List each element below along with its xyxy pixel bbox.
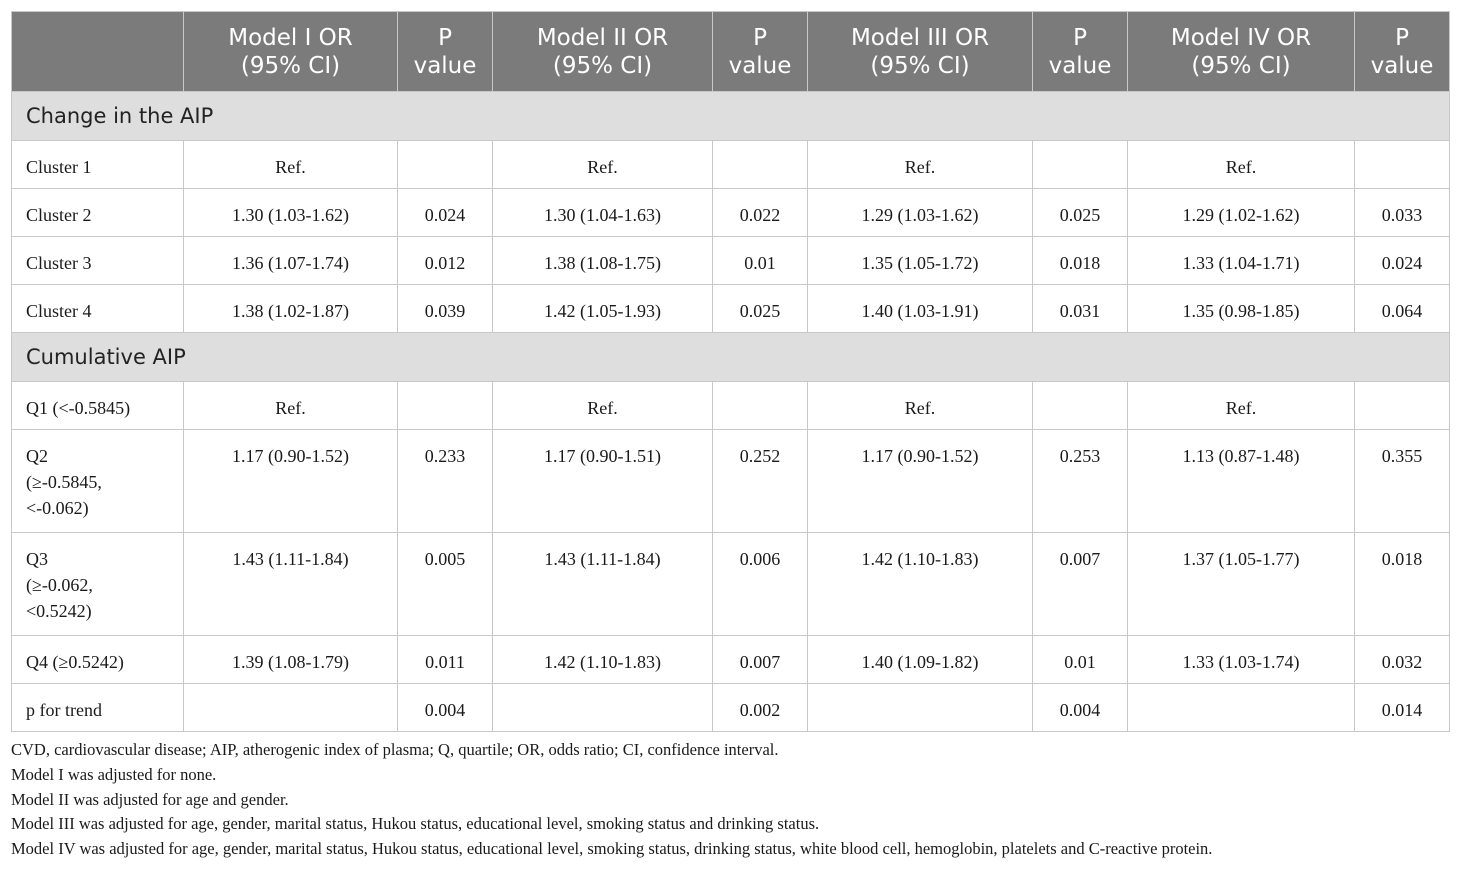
or-cell: 1.29 (1.03-1.62)	[808, 189, 1033, 237]
or-cell: 1.13 (0.87-1.48)	[1128, 430, 1355, 533]
p-value-cell: 0.01	[1033, 636, 1128, 684]
or-cell: 1.39 (1.08-1.79)	[184, 636, 398, 684]
table-row	[12, 382, 1450, 430]
p-value-cell: 0.014	[1355, 684, 1450, 732]
p-value-cell: 0.024	[1355, 237, 1450, 285]
or-cell: 1.42 (1.10-1.83)	[493, 636, 713, 684]
or-cell: 1.36 (1.07-1.74)	[184, 237, 398, 285]
or-cell: Ref.	[493, 382, 713, 430]
or-cell: 1.40 (1.09-1.82)	[808, 636, 1033, 684]
header-cell-model2-or: Model II OR (95% CI)	[493, 12, 713, 92]
table-row	[12, 533, 1450, 636]
header-cell-model1-or: Model I OR (95% CI)	[184, 12, 398, 92]
p-value-cell: 0.233	[398, 430, 493, 533]
or-cell: Ref.	[1128, 141, 1355, 189]
or-cell	[1128, 684, 1355, 732]
p-value-cell: 0.007	[713, 636, 808, 684]
p-value-cell: 0.01	[713, 237, 808, 285]
or-cell: 1.43 (1.11-1.84)	[493, 533, 713, 636]
header-cell-model4-p: P value	[1355, 12, 1450, 92]
table-row	[12, 636, 1450, 684]
p-value-cell: 0.024	[398, 189, 493, 237]
table-body	[12, 92, 1450, 732]
p-value-cell: 0.006	[713, 533, 808, 636]
footnote-line: Model III was adjusted for age, gender, marital status, Hukou status, educational level, smoking status and drinking status.	[11, 814, 820, 834]
row-label-cell: Cluster 2	[12, 189, 184, 237]
or-cell: 1.40 (1.03-1.91)	[808, 285, 1033, 333]
or-cell: 1.38 (1.08-1.75)	[493, 237, 713, 285]
p-value-cell: 0.005	[398, 533, 493, 636]
header-cell-model2-p: P value	[713, 12, 808, 92]
p-value-cell: 0.004	[1033, 684, 1128, 732]
footnote-line: Model I was adjusted for none.	[11, 764, 217, 784]
header-row	[12, 12, 1450, 92]
p-value-cell: 0.025	[1033, 189, 1128, 237]
table-row	[12, 189, 1450, 237]
table-row	[12, 430, 1450, 533]
footnote-line: Model II was adjusted for age and gender.	[11, 789, 289, 809]
table-row	[12, 141, 1450, 189]
row-label-cell: Q4 (≥0.5242)	[12, 636, 184, 684]
table-footnotes	[11, 738, 1451, 862]
or-cell	[808, 684, 1033, 732]
header-cell-label	[12, 12, 184, 92]
p-value-cell	[1355, 382, 1450, 430]
table-row	[12, 237, 1450, 285]
section-title: Cumulative AIP	[12, 333, 1450, 382]
p-value-cell: 0.039	[398, 285, 493, 333]
p-value-cell: 0.032	[1355, 636, 1450, 684]
p-value-cell: 0.018	[1033, 237, 1128, 285]
or-cell: 1.30 (1.04-1.63)	[493, 189, 713, 237]
or-cell: Ref.	[184, 382, 398, 430]
p-value-cell	[1033, 141, 1128, 189]
row-label-cell: Cluster 3	[12, 237, 184, 285]
footnote-line: CVD, cardiovascular disease; AIP, atherogenic index of plasma; Q, quartile; OR, odds ratio; CI, confidence interval.	[11, 740, 779, 759]
p-value-cell: 0.064	[1355, 285, 1450, 333]
section-title: Change in the AIP	[12, 92, 1450, 141]
p-value-cell: 0.033	[1355, 189, 1450, 237]
or-cell: 1.35 (0.98-1.85)	[1128, 285, 1355, 333]
results-table	[11, 11, 1450, 732]
p-value-cell: 0.031	[1033, 285, 1128, 333]
or-cell: Ref.	[1128, 382, 1355, 430]
row-label-cell: Cluster 1	[12, 141, 184, 189]
p-value-cell: 0.011	[398, 636, 493, 684]
or-cell: 1.35 (1.05-1.72)	[808, 237, 1033, 285]
or-cell: 1.42 (1.05-1.93)	[493, 285, 713, 333]
header-cell-model3-or: Model III OR (95% CI)	[808, 12, 1033, 92]
or-cell: 1.30 (1.03-1.62)	[184, 189, 398, 237]
p-value-cell	[1355, 141, 1450, 189]
p-value-cell	[398, 382, 493, 430]
or-cell: 1.42 (1.10-1.83)	[808, 533, 1033, 636]
p-value-cell	[1033, 382, 1128, 430]
p-value-cell: 0.007	[1033, 533, 1128, 636]
p-value-cell	[713, 141, 808, 189]
p-value-cell: 0.252	[713, 430, 808, 533]
header-cell-model4-or: Model IV OR (95% CI)	[1128, 12, 1355, 92]
or-cell: 1.29 (1.02-1.62)	[1128, 189, 1355, 237]
or-cell: 1.17 (0.90-1.52)	[808, 430, 1033, 533]
header-cell-model1-p: P value	[398, 12, 493, 92]
p-value-cell: 0.025	[713, 285, 808, 333]
or-cell: 1.17 (0.90-1.52)	[184, 430, 398, 533]
or-cell: 1.37 (1.05-1.77)	[1128, 533, 1355, 636]
p-value-cell	[713, 382, 808, 430]
or-cell: 1.33 (1.04-1.71)	[1128, 237, 1355, 285]
or-cell: 1.43 (1.11-1.84)	[184, 533, 398, 636]
or-cell: Ref.	[493, 141, 713, 189]
or-cell: Ref.	[808, 382, 1033, 430]
p-value-cell: 0.002	[713, 684, 808, 732]
row-label-cell: Q2 (≥-0.5845, <-0.062)	[12, 430, 184, 533]
p-value-cell: 0.253	[1033, 430, 1128, 533]
p-value-cell: 0.018	[1355, 533, 1450, 636]
p-value-cell: 0.004	[398, 684, 493, 732]
table-row	[12, 684, 1450, 732]
row-label-cell: Q1 (<-0.5845)	[12, 382, 184, 430]
p-value-cell: 0.012	[398, 237, 493, 285]
section-header-row	[12, 333, 1450, 382]
or-cell: 1.33 (1.03-1.74)	[1128, 636, 1355, 684]
row-label-cell: Q3 (≥-0.062, <0.5242)	[12, 533, 184, 636]
or-cell	[493, 684, 713, 732]
or-cell: Ref.	[184, 141, 398, 189]
footnote-line: Model IV was adjusted for age, gender, marital status, Hukou status, educational level, smoking status, drinking status, white blood cell, hemoglobin, platelets and C-reactive protein.	[11, 839, 1213, 859]
row-label-cell: p for trend	[12, 684, 184, 732]
p-value-cell: 0.022	[713, 189, 808, 237]
section-header-row	[12, 92, 1450, 141]
or-cell: 1.17 (0.90-1.51)	[493, 430, 713, 533]
row-label-cell: Cluster 4	[12, 285, 184, 333]
or-cell: Ref.	[808, 141, 1033, 189]
or-cell: 1.38 (1.02-1.87)	[184, 285, 398, 333]
or-cell	[184, 684, 398, 732]
p-value-cell	[398, 141, 493, 189]
table-row	[12, 285, 1450, 333]
p-value-cell: 0.355	[1355, 430, 1450, 533]
header-cell-model3-p: P value	[1033, 12, 1128, 92]
